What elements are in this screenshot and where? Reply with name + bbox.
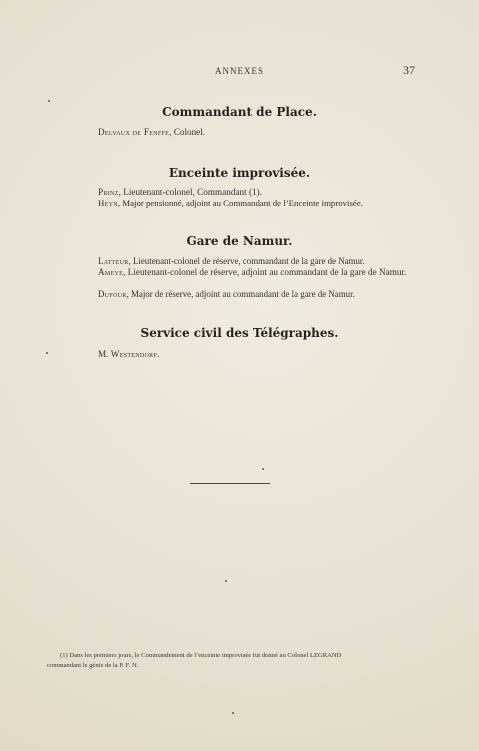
entry-text: , Major de réserve, adjoint au commandant de la gare de Namur. — [126, 289, 355, 299]
entry-name: Prinz — [98, 187, 119, 197]
paper-speck — [232, 712, 234, 714]
footnote — [47, 651, 427, 671]
section-title-service-civil: Service civil des Télégraphes. — [140, 326, 339, 340]
entry-text: , Lieutenant-colonel, Commandant (1). — [118, 187, 262, 197]
running-head: ANNEXES — [215, 66, 264, 76]
section-title-commandant-de-place: Commandant de Place. — [162, 105, 317, 119]
entry-text: . — [157, 349, 160, 359]
entry-prefix: M. — [98, 349, 111, 359]
entry-latteur — [98, 256, 428, 267]
entry-ameye — [98, 267, 428, 278]
paper-speck — [48, 100, 50, 102]
entry-name: Ameye — [98, 267, 124, 277]
page-number: 37 — [403, 63, 415, 77]
entry-text: , Lieutenant-colonel de réserve, commandant de la gare de Namur. — [128, 256, 365, 266]
entry-name: Dufour — [98, 289, 127, 299]
entry-delvaux — [98, 127, 428, 138]
paper-speck — [262, 468, 264, 470]
paper-speck — [46, 352, 48, 354]
footnote-separator-rule — [190, 483, 270, 484]
entry-name: Latteur — [98, 256, 129, 266]
entry-name: Delvaux de Fenffe — [98, 127, 170, 137]
footnote-line-2: commandant le génie de la P. F. N. — [47, 662, 139, 669]
entry-text: , Major pensionné, adjoint au Commandant de l’Enceinte improvisée. — [117, 198, 363, 208]
paper-speck — [225, 580, 227, 582]
section-title-enceinte-improvisee: Enceinte improvisée. — [168, 166, 311, 180]
entry-heyn — [98, 198, 428, 209]
entry-name: Heyn — [98, 198, 118, 208]
entry-westendorp — [98, 349, 428, 360]
entry-name: Westendorp — [110, 349, 158, 359]
section-title-gare-de-namur: Gare de Namur. — [186, 234, 293, 248]
footnote-line-1: (1) Dans les premiers jours, le Commandement de l’enceinte improvisée fut donné au Colonel LEGRAND — [60, 652, 342, 659]
entry-text: , Lieutenant-colonel de réserve, adjoint au commandant de la gare de Namur. — [123, 267, 407, 277]
entry-dufour — [98, 289, 428, 300]
entry-text: , Colonel. — [169, 127, 206, 137]
entry-prinz — [98, 187, 428, 198]
